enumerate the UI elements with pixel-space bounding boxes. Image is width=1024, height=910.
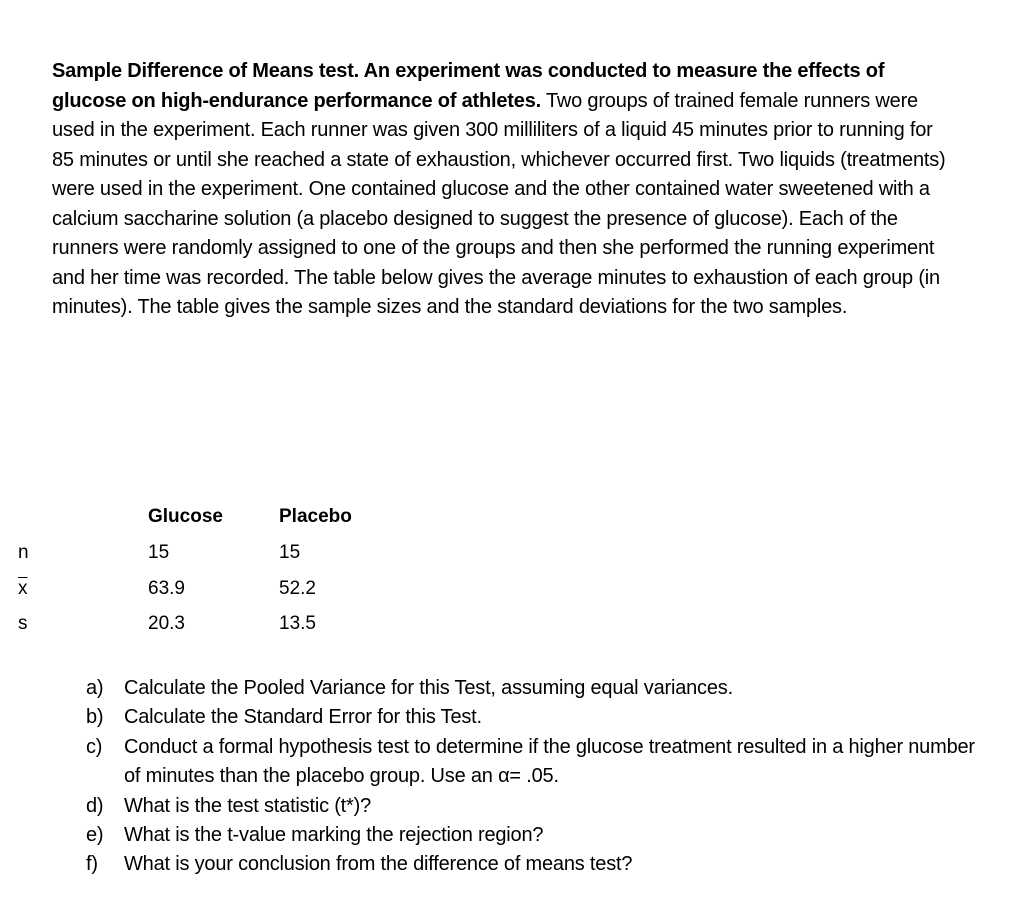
question-item: [86, 850, 986, 879]
question-item: [86, 733, 986, 792]
question-list: [86, 674, 986, 880]
cell-glucose-mean: 63.9: [148, 578, 185, 599]
question-letter: b): [86, 706, 104, 729]
question-text: What is the t-value marking the rejection region?: [124, 824, 544, 847]
x-bar-symbol: $\overline{x}$: [18, 578, 28, 599]
row-label-s: s: [18, 613, 28, 634]
question-text: What is the test statistic (t*)?: [124, 794, 372, 817]
question-letter: d): [86, 794, 104, 817]
row-label-n: n: [18, 542, 29, 563]
question-text: Calculate the Standard Error for this Test.: [124, 706, 482, 729]
cell-glucose-sd: 20.3: [148, 613, 185, 634]
cell-placebo-sd: 13.5: [279, 613, 316, 634]
problem-title: Sample Difference of Means test. An experiment was conducted to measure the effects of glucose on high-endurance performance of athletes.: [52, 60, 885, 112]
row-label-mean: [18, 577, 28, 601]
column-header-glucose: Glucose: [148, 506, 223, 527]
cell-glucose-n: 15: [148, 542, 170, 563]
question-item: [86, 792, 986, 821]
cell-placebo-n: 15: [279, 542, 301, 563]
question-text: What is your conclusion from the difference of means test?: [124, 853, 633, 876]
problem-body: Two groups of trained female runners were used in the experiment. Each runner was given 300 milliliters of a liquid 45 minutes prior to running for 85 minutes or until she reached a state of exhaustion, whichever occurred first. Two liquids (treatments) were used in the experiment. One contained glucose and the other contained water sweetened with a calcium saccharine solution (a placebo designed to suggest the presence of glucose). Each of the runners were randomly assigned to one of the groups and then she performed the running experiment and her time was recorded. The table below gives the average minutes to exhaustion of each group (in minutes). The table gives the sample sizes and the standard deviations for the two samples.: [52, 89, 946, 318]
question-text: Conduct a formal hypothesis test to determine if the glucose treatment resulted in a higher number of minutes than the placebo group. Use an α= .05.: [124, 735, 975, 788]
question-item: [86, 674, 986, 703]
question-letter: a): [86, 677, 104, 699]
question-letter: e): [86, 824, 104, 847]
question-text: Calculate the Pooled Variance for this Test, assuming equal variances.: [124, 677, 733, 699]
question-letter: f): [86, 853, 98, 876]
question-item: [86, 703, 986, 732]
cell-placebo-mean: 52.2: [279, 578, 316, 599]
problem-description: [52, 57, 952, 323]
column-header-placebo: Placebo: [279, 506, 352, 527]
question-item: [86, 821, 986, 850]
question-letter: c): [86, 735, 103, 758]
